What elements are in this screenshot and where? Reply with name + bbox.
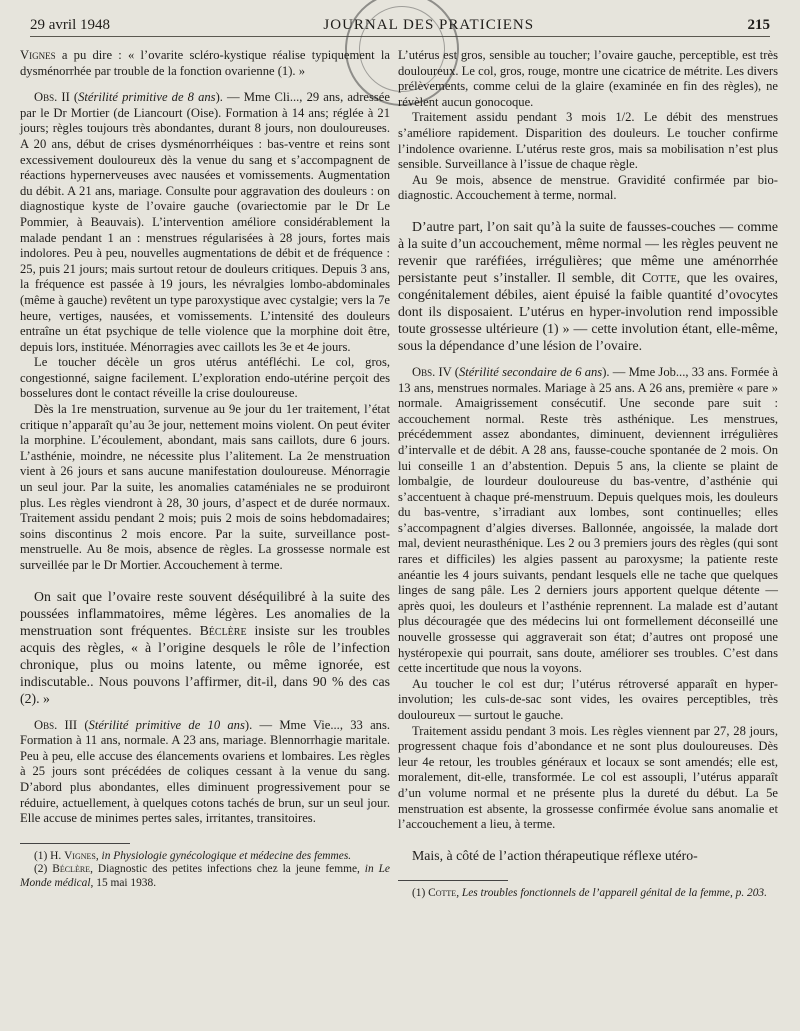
obs-text: ). — Mme Cli..., 29 ans, adressée par le Dr Mortier (de Liancourt (Oise). Formation à 14 ans; réglée à 21 jours; règles toujours très abondantes, durant 8 jours, non douloureuses. A 20 ans, début de crises dysménorrhéiques : bas-ventre et reins sont excessivement douloureux dès la venue du sang et s’accompagnent de réactions hypernerveuses avec nausées et vomissements. Augmentation du débit. A 21 ans, mariage. Consulte pour aggravation des douleurs : on diagnostique kyste de l’ovaire gauche (ovariectomie par le Dr Le Pommier, à Beauvais). L’intervention améliore considérablement la malade pendant 1 an : menstrues régularisées à 28 jours, fortes mais indolores. Peu à peu, nouvelles augmentations de débit et de fréquence : 25, puis 21 jours; mais surtout retour de douleurs critiques. Depuis 3 ans, la fréquence est passée à 19 jours, les névralgies lombo-abdominales (même à gauche) revêtent un type paroxystique avec cystalgie; vers la 7e heure, vertiges, nausées, et vomissements. L’intensité des douleurs entraîne un état psychique de telle violence que la morphine doit être, depuis lors, instituée. Ménorragies avec caillots les 3e et 4e jours. — [20, 90, 390, 354]
footnote-text: , Les troubles fonctionnels de l’appareil génital de la femme, p. 203. — [456, 886, 767, 899]
obs-title: Stérilité secondaire de 6 ans — [458, 364, 603, 379]
paragraph-autre-part — [398, 218, 778, 354]
footnote-number: (1) — [412, 886, 429, 899]
obs-text: ). — Mme Vie..., 33 ans. Formation à 11 ans, normale. A 23 ans, mariage. Blennorrhagie maritale. Peu à peu, elle accuse des élancements ovariens et lombaires. Les règles à 25 jours sont précédées de coliques cessant à la venue du sang. D’abord plus abondantes, elles diminuent progressivement pour se réduire, actuellement, à quelques cotons tachés de brun, sur un seul jour. Elle accuse de minimes pertes sales, irritantes, transitoires. — [20, 717, 391, 826]
footnote-source: in Le Monde médical — [20, 863, 390, 889]
obs-label: Obs. III ( — [34, 717, 89, 732]
ovaire-text-a: On sait que l’ovaire reste souvent déséquilibré à la suite des poussées inflammatoires, même légères. Les anomalies de la menstruation sont fréquentes. — [20, 588, 390, 638]
observation-4 — [398, 365, 778, 677]
intro-paragraph — [20, 48, 390, 79]
footnote-text: , Diagnostic des petites infections chez la jeune femme, — [90, 863, 365, 876]
observation-2 — [20, 90, 390, 355]
footnote-text: , in Physiologie gynécologique et médecine des femmes. — [95, 849, 352, 862]
paragraph-toucher: Le toucher décèle un gros utérus antéfléchi. Le col, gros, congestionné, saigne facilement. L’exploration endo-utérine perçoit des bosselures dont le contact réveille la crise douloureuse. — [20, 355, 390, 401]
obs-title: Stérilité primitive de 10 ans — [88, 717, 245, 732]
paragraph-traitement-2: Traitement assidu pendant 3 mois. Les règles viennent par 27, 28 jours, progressent chaque fois d’abondance et ne sont plus douloureuses. Dès leur 4e retour, les troubles généraux et locaux se sont amendés; elle est, moralement, dit-elle, transformée. Le col est assoupli, l’utérus apparaît d’un volume normal et ne présente plus la dureté du début. La 5e menstruation est absente, la grossesse confirmée évolue sans anomalie et l’accouchement a lieu, à terme. — [398, 723, 778, 832]
footnote-author: Cotte — [428, 886, 457, 899]
footnote-cotte — [398, 887, 778, 901]
left-column — [20, 48, 390, 891]
paragraph-9e-mois: Au 9e mois, absence de menstrue. Gravidité confirmée par bio-diagnostic. Accouchement à terme, normal. — [398, 172, 778, 203]
paragraph-menstruation: Dès la 1re menstruation, survenue au 9e jour du 1er traitement, l’état critique n’apparaît qu’au 3e jour, nettement moins violent. On peut éviter la morphine. L’écoulement, abondant, mais sans caillots, dure 6 jours. L’asthénie, moindre, ne nécessite plus l’alitement. La 2e menstruation vient à 26 jours et sans aucune manifestation douloureuse. Ménorragie un seul jour. Par la suite, les anomalies cataméniales ne se produiront plus. Les règles viendront à 28, 30 jours, d’aspect et de durée normaux. Traitement assidu pendant 2 mois; puis 2 mois de soins hebdomadaires; soins discontinus 2 mois encore. Par la suite, surveillance post-menstruelle. Au 8e mois, absence de règles. La grossesse normale est surveillée par le Dr Mortier. Accouchement à terme. — [20, 402, 390, 572]
obs-label: Obs. II ( — [34, 90, 79, 105]
footnote-2 — [20, 863, 390, 890]
footnote-divider — [398, 880, 508, 881]
obs-label: Obs. IV ( — [412, 364, 459, 379]
footnote-text-end: , 15 mai 1938. — [90, 876, 157, 889]
paragraph-traitement: Traitement assidu pendant 3 mois 1/2. Le débit des menstrues s’améliore rapidement. Disparition des douleurs. Le toucher confirme l’indolence ovarienne. L’utérus reste gros, mais sa mobilisation n’est plus sensible. Surveillance à l’issue de chaque règle. — [398, 110, 778, 172]
paragraph-toucher-2: Au toucher le col est dur; l’utérus rétroversé apparaît en hyper-involution; les culs-de-sac sont vides, les ovaires perceptibles, très douloureux — surtout le gauche. — [398, 676, 778, 722]
footnote-author: Vignes — [64, 849, 96, 862]
footnote-divider — [20, 843, 130, 844]
paragraph-mais: Mais, à côté de l’action thérapeutique réflexe utéro- — [412, 847, 698, 863]
author-name: Vignes — [20, 48, 56, 62]
header-page-number: 215 — [747, 17, 770, 33]
autre-text-b: , que les ovaires, congénitalement débiles, aient épuisé la faible quantité d’ovocytes dont ils disposaient. L’utérus en hyper-involution rend impossible toute grossesse ultérieure (1) » — cette involution étant, elle-même, sous la dépendance d’une lésion de l’ovaire. — [398, 269, 778, 353]
paragraph-ovaire — [20, 588, 390, 707]
author-name: Cotte — [641, 269, 677, 285]
footnote-number: (2) — [34, 863, 53, 876]
paragraph-uterus: L’utérus est gros, sensible au toucher; l’ovaire gauche, perceptible, est très douloureux. Le col, gros, rouge, montre une cicatrice de métrite. Les divers prélèvements, comme celui de la glaire (examinée en fin des règles), ne révèlent aucun gonocoque. — [398, 48, 778, 109]
ovaire-text-b: insiste sur les troubles acquis des règles, « à l’origine desquels le rôle de l’infection chronique, plus ou moins latente, ou même ignorée, est indiscutable.. Nous pouvons l’affirmer, dit-il, dans 90 % des cas (2). » — [20, 622, 390, 706]
footnote-1 — [20, 850, 390, 864]
intro-text: a pu dire : « l’ovarite scléro-kystique réalise typiquement la dysménorrhée par trouble de la fonction ovarienne (1). » — [20, 48, 390, 78]
autre-text-a: D’autre part, l’on sait qu’à la suite de fausses-couches — comme à la suite d’un accouchement, même normal — les règles peuvent ne revenir que raréfiées, irrégulières; que même une aménorrhée persistante peut s’installer. Il semble, dit — [398, 218, 778, 285]
author-name: Béclère — [199, 622, 247, 638]
header-journal-title: JOURNAL DES PRATICIENS — [323, 17, 535, 33]
observation-3 — [20, 718, 390, 827]
footnote-author: Béclère — [52, 863, 91, 876]
obs-text: ). — Mme Job..., 33 ans. Formée à 13 ans, menstrues normales. Mariage à 25 ans. A 26 ans, première « pare » normale. Amaigrissement consécutif. Une seconde pare suit : accouchement normal. Reste très asthénique. Les menstrues, précédemment assez abondantes, diminuent, deviennent irrégulières d’intervalle et de débit. A 28 ans, fausse-couche spontanée de 2 mois. On lui conseille 1 an d’abstention. Depuis 5 ans, la cliente se plaint de lombalgie, de lourdeur douloureuse du bas-ventre, d’asthénie qui s’accentuent à chaque pré-menstruum. Depuis quelques mois, les douleurs du bas-ventre, s’irradiant aux lombes, sont continuelles; elles s’accompagnent d’algies diverses. Ballonnée, angoissée, la malade dort mal, devient neurasthénique. Les 2 ou 3 premiers jours des règles (qui sont rares et difficiles) les algies passent au paroxysme; la patiente reste anéantie les 4 jours suivants, pendant lesquels elle ne tache que quelques linges de sang pâle. Les 2 derniers jours apportent quelque détente — après quoi, les douleurs et l’asthénie reprennent. La malade est d’autant plus découragée que des médecins lui ont formellement déconseillé une nouvelle grossesse qui aggraverait son état; d’autres ont proposé une hystéropexie qui pourrait, sans doute, améliorer ses troubles. C’est dans cette incertitude que nous la voyons. — [398, 364, 778, 676]
footnote-number: (1) H. — [34, 849, 65, 862]
header-date: 29 avril 1948 — [30, 17, 110, 33]
obs-title: Stérilité primitive de 8 ans — [78, 90, 216, 105]
right-column — [398, 48, 778, 900]
